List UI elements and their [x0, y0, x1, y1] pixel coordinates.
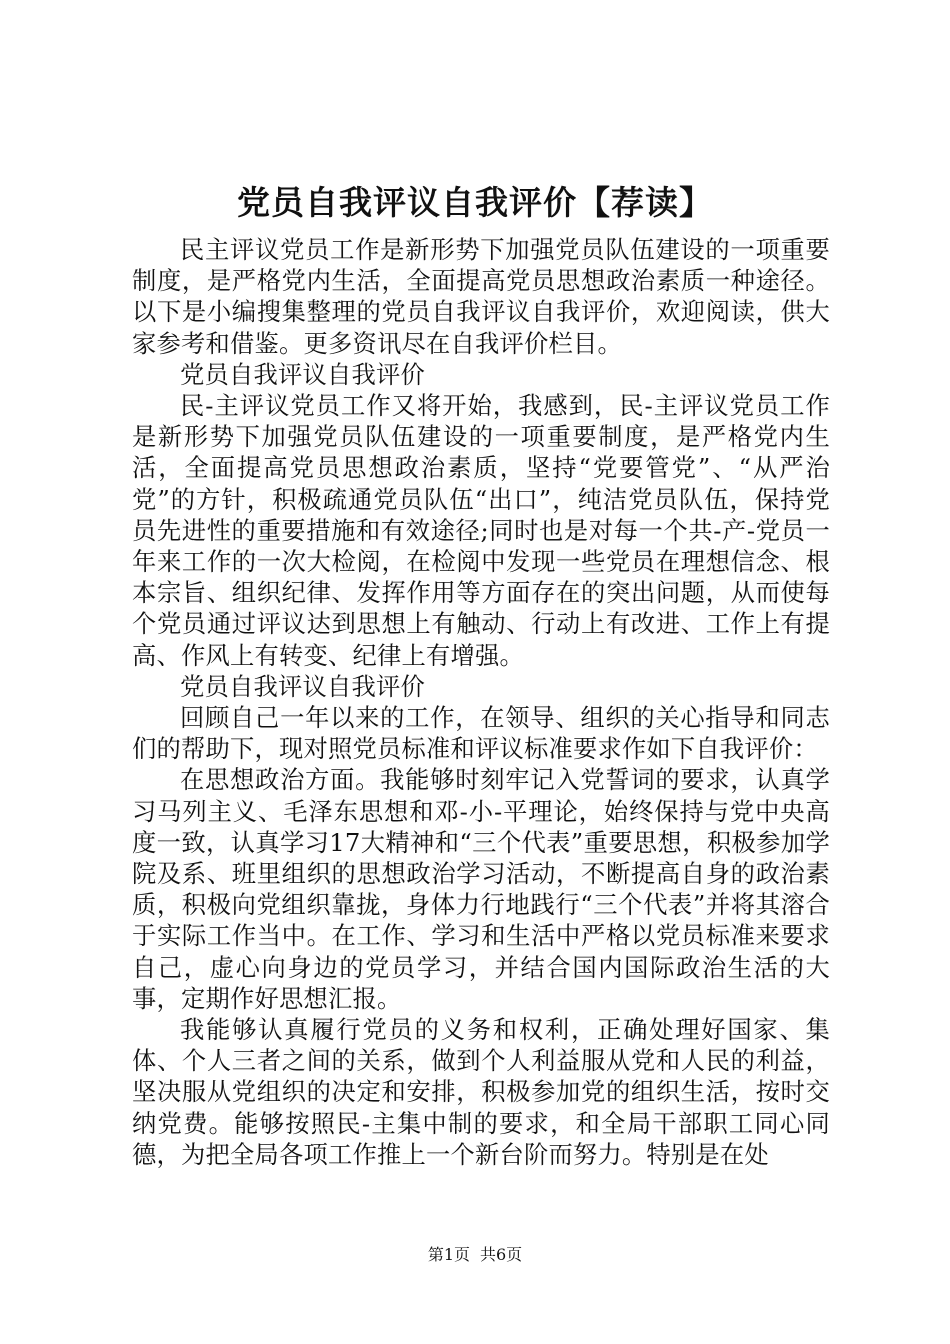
document-title: 党员自我评议自我评价【荐读】 [237, 183, 713, 222]
body-paragraph: 我能够认真履行党员的义务和权利，正确处理好国家、集体、个人三者之间的关系，做到个人利益服从党和人民的利益，坚决服从党组织的决定和安排，积极参加党的组织生活，按时交纳党费。能够按照民-主集中制的要求，和全局干部职工同心同德，为把全局各项工作推上一个新台阶而努力。特别是在处 [132, 1015, 830, 1169]
intro-paragraph: 民主评议党员工作是新形势下加强党员队伍建设的一项重要制度，是严格党内生活，全面提高党员思想政治素质一种途径。以下是小编搜集整理的党员自我评议自我评价，欢迎阅读，供大家参考和借鉴。更多资讯尽在自我评价栏目。 [132, 235, 830, 358]
body-paragraph: 在思想政治方面。我能够时刻牢记入党誓词的要求，认真学习马列主义、毛泽东思想和邓-小-平理论，始终保持与党中央高度一致，认真学习17大精神和“三个代表”重要思想，积极参加学院及系、班里组织的思想政治学习活动，不断提高自身的政治素质，积极向党组织靠拢，身体力行地践行“三个代表”并将其溶合于实际工作当中。在工作、学习和生活中严格以党员标准来要求自己，虚心向身边的党员学习，并结合国内国际政治生活的大事，定期作好思想汇报。 [132, 765, 830, 1013]
section-heading: 党员自我评议自我评价 [180, 359, 425, 389]
page-footer [0, 1244, 950, 1266]
page-number: 第1页 [427, 1245, 470, 1264]
section-heading: 党员自我评议自我评价 [180, 671, 425, 701]
body-paragraph: 回顾自己一年以来的工作，在领导、组织的关心指导和同志们的帮助下，现对照党员标准和评议标准要求作如下自我评价： [132, 703, 830, 764]
body-paragraph: 民-主评议党员工作又将开始，我感到，民-主评议党员工作是新形势下加强党员队伍建设的一项重要制度，是严格党内生活，全面提高党员思想政治素质，坚持“党要管党”、“从严治党”的方针，积极疏通党员队伍“出口”，纯洁党员队伍，保持党员先进性的重要措施和有效途径;同时也是对每一个共-产-党员一年来工作的一次大检阅，在检阅中发现一些党员在理想信念、根本宗旨、组织纪律、发挥作用等方面存在的突出问题，从而使每个党员通过评议达到思想上有触动、行动上有改进、工作上有提高、作风上有转变、纪律上有增强。 [132, 391, 830, 670]
document-body [132, 234, 830, 1170]
page-count: 共6页 [480, 1245, 523, 1264]
